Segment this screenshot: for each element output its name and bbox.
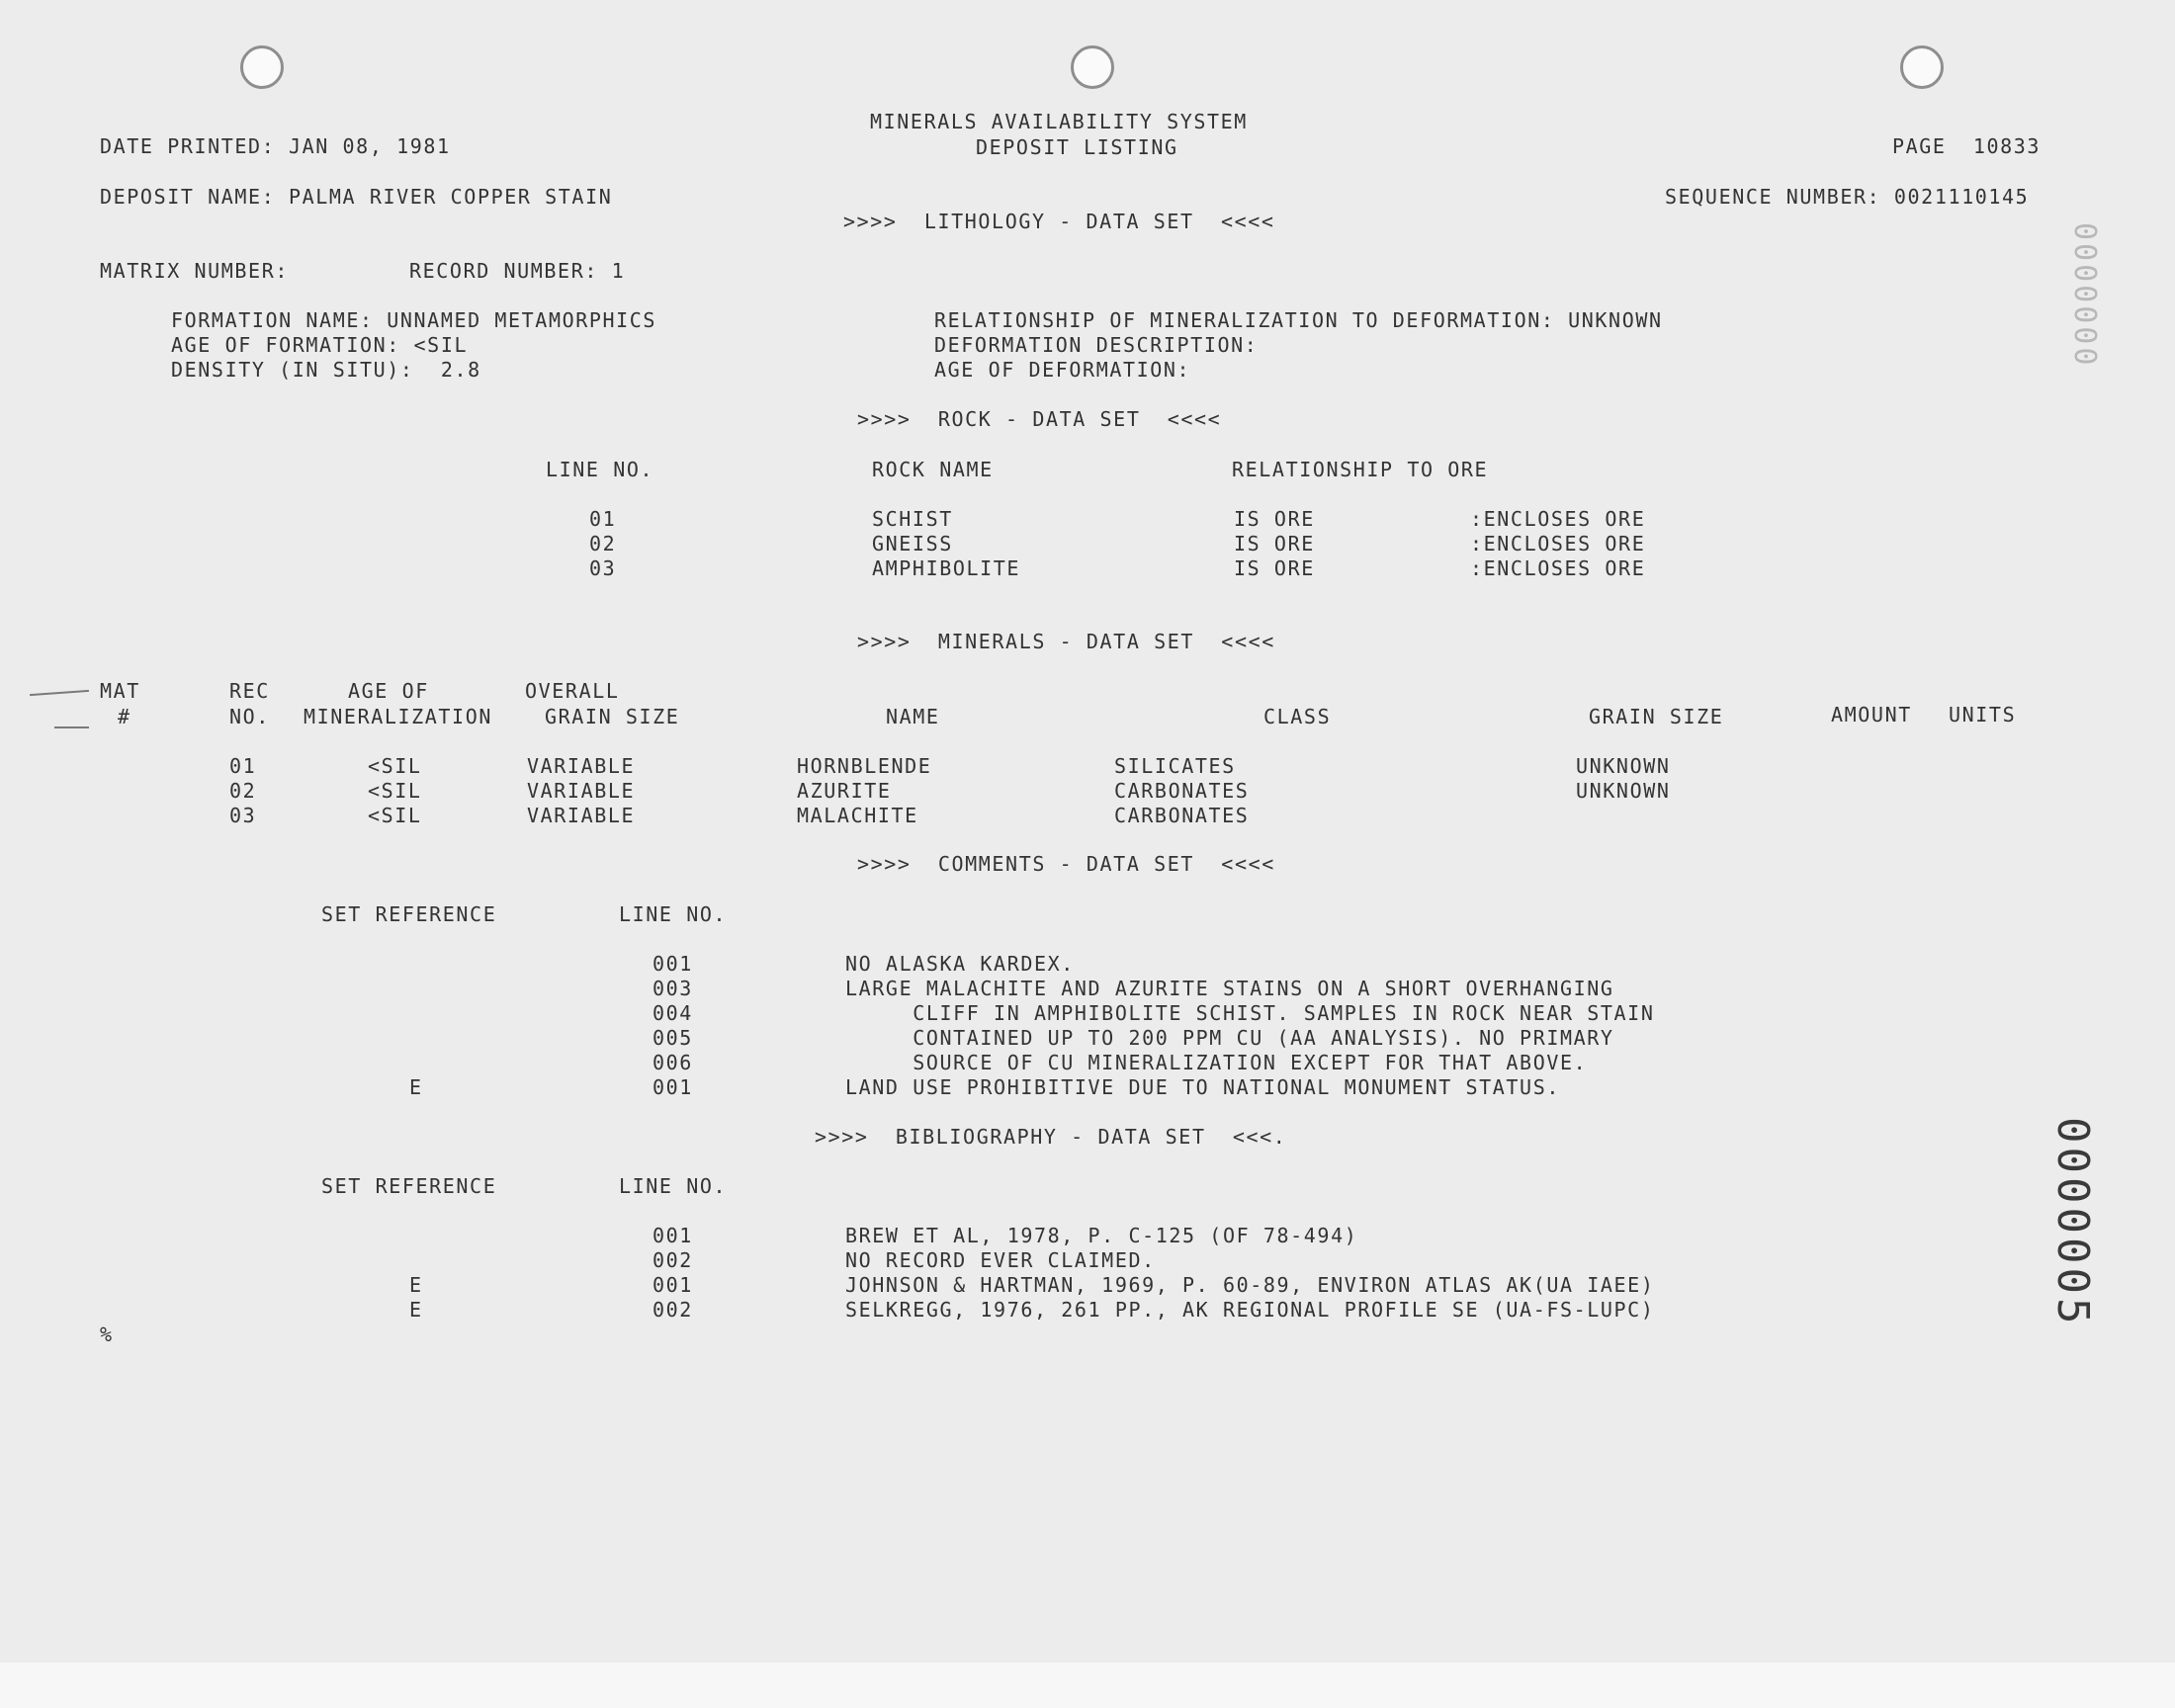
- comments-header-set-reference: SET REFERENCE: [321, 902, 497, 926]
- date-printed: DATE PRINTED: JAN 08, 1981: [100, 134, 451, 158]
- minerals-header-rec-no: NO.: [229, 705, 270, 728]
- rock-relation: :ENCLOSES ORE: [1470, 556, 1646, 580]
- bibliography-line-no: 001: [652, 1273, 693, 1297]
- page-number: PAGE 10833: [1892, 134, 2042, 158]
- bibliography-set-ref: E: [409, 1273, 423, 1297]
- rock-header-line-no: LINE NO.: [546, 458, 654, 481]
- mineral-overall-grain: VARIABLE: [527, 754, 636, 778]
- side-stamp-number: 0000005: [2047, 1117, 2098, 1328]
- bibliography-text: JOHNSON & HARTMAN, 1969, P. 60-89, ENVIRON ATLAS AK(UA IAEE): [845, 1273, 1655, 1297]
- scratch-mark: [54, 726, 89, 728]
- minerals-header-units: UNITS: [1949, 703, 2017, 726]
- rock-name: SCHIST: [872, 507, 953, 531]
- page-bottom-edge: [0, 1663, 2175, 1708]
- mineral-age: <SIL: [368, 779, 422, 803]
- minerals-header-mineralization: MINERALIZATION: [304, 705, 492, 728]
- minerals-header-name: NAME: [886, 705, 940, 728]
- lithology-banner: >>>> LITHOLOGY - DATA SET <<<<: [843, 210, 1275, 233]
- rock-header-rock-name: ROCK NAME: [872, 458, 994, 481]
- mineral-rec: 03: [229, 804, 257, 827]
- comment-text: CLIFF IN AMPHIBOLITE SCHIST. SAMPLES IN ROCK NEAR STAIN: [845, 1001, 1655, 1025]
- rock-line-no: 02: [589, 532, 617, 555]
- comment-line-no: 006: [652, 1051, 693, 1074]
- comments-header-line-no: LINE NO.: [619, 902, 728, 926]
- bibliography-banner: >>>> BIBLIOGRAPHY - DATA SET <<<.: [815, 1125, 1287, 1149]
- sequence-number: SEQUENCE NUMBER: 0021110145: [1665, 185, 2030, 209]
- comment-text: CONTAINED UP TO 200 PPM CU (AA ANALYSIS). NO PRIMARY: [845, 1026, 1614, 1050]
- bibliography-header-set-reference: SET REFERENCE: [321, 1174, 497, 1198]
- mineralization-deformation-relationship: RELATIONSHIP OF MINERALIZATION TO DEFORMATION: UNKNOWN: [934, 308, 1663, 332]
- record-number: RECORD NUMBER: 1: [409, 259, 626, 283]
- minerals-header-class: CLASS: [1263, 705, 1332, 728]
- mineral-class: CARBONATES: [1114, 804, 1250, 827]
- side-stamp-faint: 0000000: [2067, 222, 2102, 369]
- rock-header-relationship: RELATIONSHIP TO ORE: [1232, 458, 1489, 481]
- minerals-header-mat: MAT: [100, 679, 140, 703]
- rock-is-ore: IS ORE: [1234, 507, 1315, 531]
- minerals-header-grain-size: GRAIN SIZE: [545, 705, 680, 728]
- listing-title: DEPOSIT LISTING: [976, 135, 1178, 159]
- rock-relation: :ENCLOSES ORE: [1470, 532, 1646, 555]
- mineral-name: HORNBLENDE: [797, 754, 932, 778]
- matrix-number: MATRIX NUMBER:: [100, 259, 289, 283]
- comment-line-no: 005: [652, 1026, 693, 1050]
- comment-line-no: 001: [652, 1075, 693, 1099]
- bibliography-line-no: 002: [652, 1298, 693, 1322]
- bibliography-line-no: 002: [652, 1248, 693, 1272]
- mineral-name: AZURITE: [797, 779, 892, 803]
- age-of-formation: AGE OF FORMATION: <SIL: [171, 333, 469, 357]
- rock-line-no: 01: [589, 507, 617, 531]
- comment-text: SOURCE OF CU MINERALIZATION EXCEPT FOR THAT ABOVE.: [845, 1051, 1588, 1074]
- rock-banner: >>>> ROCK - DATA SET <<<<: [857, 407, 1222, 431]
- mineral-rec: 02: [229, 779, 257, 803]
- mineral-grain-size: UNKNOWN: [1576, 754, 1671, 778]
- end-marker: %: [100, 1323, 114, 1346]
- mineral-age: <SIL: [368, 804, 422, 827]
- punch-hole-right: [1900, 45, 1944, 89]
- comment-line-no: 003: [652, 977, 693, 1000]
- rock-relation: :ENCLOSES ORE: [1470, 507, 1646, 531]
- mineral-grain-size: UNKNOWN: [1576, 779, 1671, 803]
- formation-name: FORMATION NAME: UNNAMED METAMORPHICS: [171, 308, 657, 332]
- rock-is-ore: IS ORE: [1234, 532, 1315, 555]
- minerals-header-rec: REC: [229, 679, 270, 703]
- mineral-overall-grain: VARIABLE: [527, 779, 636, 803]
- mineral-class: CARBONATES: [1114, 779, 1250, 803]
- minerals-header-grain-size-2: GRAIN SIZE: [1589, 705, 1724, 728]
- minerals-header-overall: OVERALL: [525, 679, 620, 703]
- bibliography-text: SELKREGG, 1976, 261 PP., AK REGIONAL PROFILE SE (UA-FS-LUPC): [845, 1298, 1655, 1322]
- minerals-header-age: AGE OF: [348, 679, 429, 703]
- comment-line-no: 004: [652, 1001, 693, 1025]
- comments-banner: >>>> COMMENTS - DATA SET <<<<: [857, 852, 1275, 876]
- minerals-banner: >>>> MINERALS - DATA SET <<<<: [857, 630, 1275, 653]
- bibliography-set-ref: E: [409, 1298, 423, 1322]
- mineral-name: MALACHITE: [797, 804, 918, 827]
- bibliography-text: NO RECORD EVER CLAIMED.: [845, 1248, 1156, 1272]
- system-title: MINERALS AVAILABILITY SYSTEM: [870, 110, 1248, 133]
- rock-name: GNEISS: [872, 532, 953, 555]
- bibliography-line-no: 001: [652, 1224, 693, 1247]
- bibliography-header-line-no: LINE NO.: [619, 1174, 728, 1198]
- scratch-mark: [30, 690, 89, 696]
- minerals-header-amount: AMOUNT: [1831, 703, 1912, 726]
- rock-line-no: 03: [589, 556, 617, 580]
- mineral-class: SILICATES: [1114, 754, 1236, 778]
- mineral-rec: 01: [229, 754, 257, 778]
- comment-set-ref: E: [409, 1075, 423, 1099]
- comment-text: LARGE MALACHITE AND AZURITE STAINS ON A SHORT OVERHANGING: [845, 977, 1614, 1000]
- deformation-description: DEFORMATION DESCRIPTION:: [934, 333, 1259, 357]
- deposit-name: DEPOSIT NAME: PALMA RIVER COPPER STAIN: [100, 185, 613, 209]
- rock-name: AMPHIBOLITE: [872, 556, 1021, 580]
- rock-is-ore: IS ORE: [1234, 556, 1315, 580]
- comment-text: LAND USE PROHIBITIVE DUE TO NATIONAL MONUMENT STATUS.: [845, 1075, 1560, 1099]
- minerals-header-mat-number: #: [118, 705, 131, 728]
- punch-hole-center: [1071, 45, 1114, 89]
- mineral-age: <SIL: [368, 754, 422, 778]
- density: DENSITY (IN SITU): 2.8: [171, 358, 481, 382]
- punch-hole-left: [240, 45, 284, 89]
- comment-line-no: 001: [652, 952, 693, 976]
- bibliography-text: BREW ET AL, 1978, P. C-125 (OF 78-494): [845, 1224, 1358, 1247]
- age-of-deformation: AGE OF DEFORMATION:: [934, 358, 1191, 382]
- mineral-overall-grain: VARIABLE: [527, 804, 636, 827]
- comment-text: NO ALASKA KARDEX.: [845, 952, 1075, 976]
